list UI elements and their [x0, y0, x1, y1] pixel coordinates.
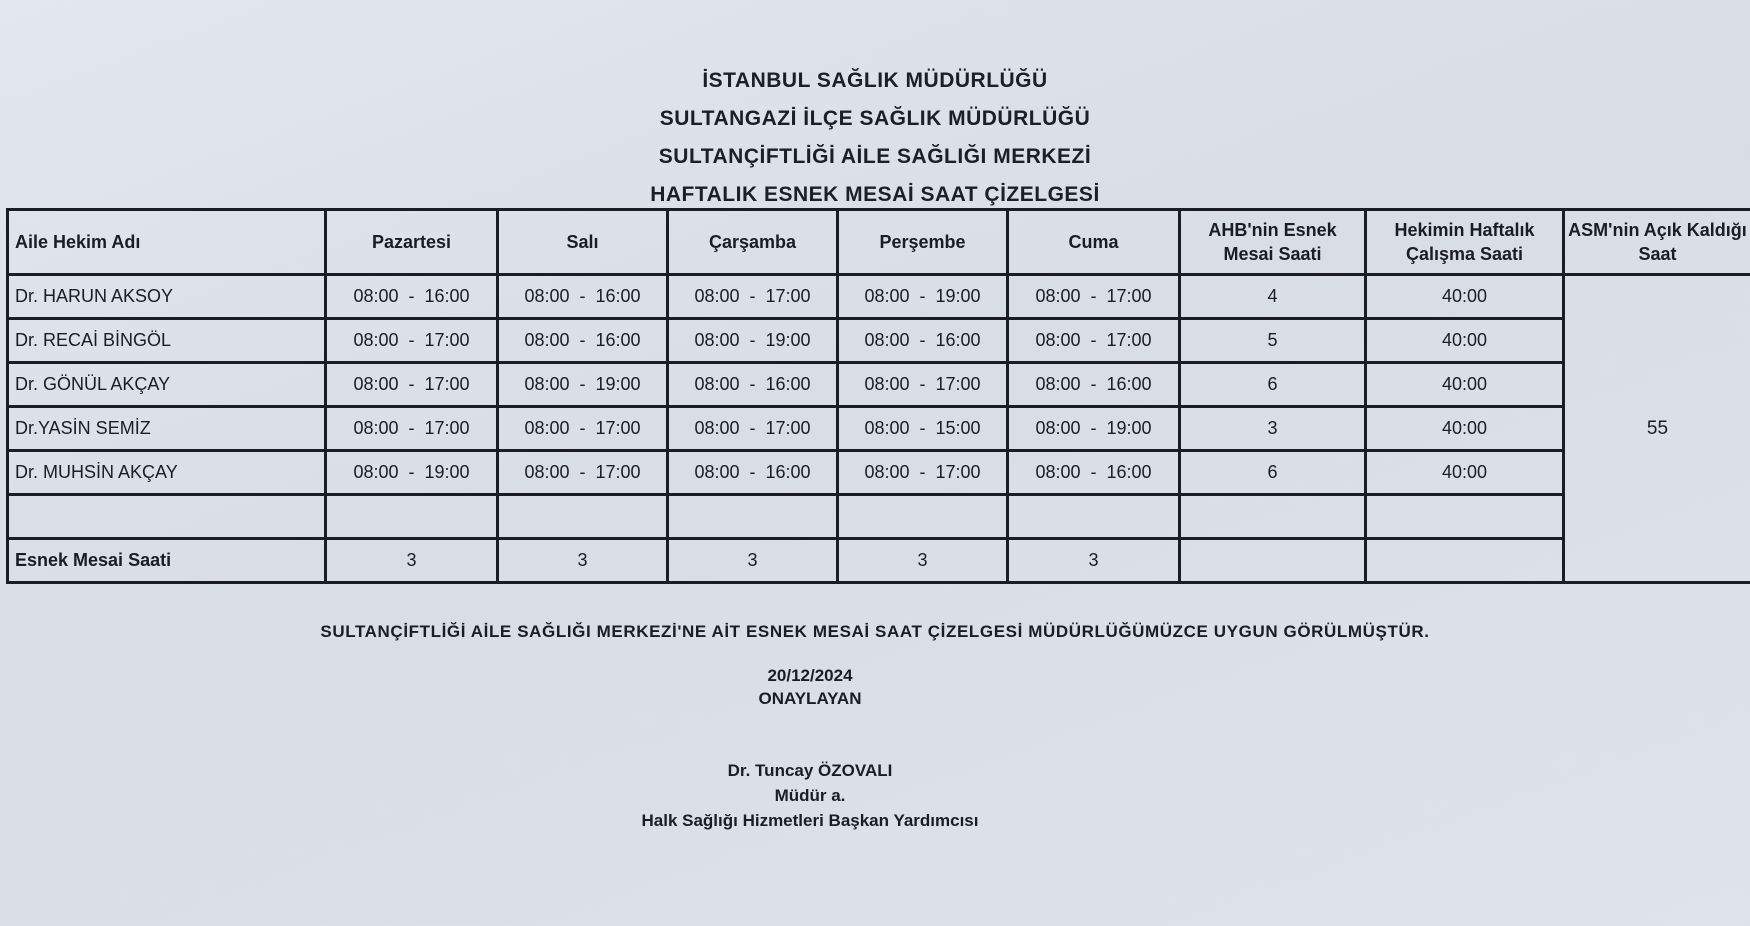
schedule-table [6, 208, 1750, 584]
empty-cell [668, 495, 838, 539]
empty-cell [326, 495, 498, 539]
tuesday-hours-cell: 08:00 - 19:00 [498, 363, 668, 407]
signer-name: Dr. Tuncay ÖZOVALI [727, 761, 893, 780]
column-header-tuesday: Salı [498, 210, 668, 275]
doctor-name-cell: Dr. MUHSİN AKÇAY [8, 451, 326, 495]
doctor-name-cell: Dr.YASİN SEMİZ [8, 407, 326, 451]
table-row [8, 363, 1750, 407]
tuesday-hours-cell: 08:00 - 17:00 [498, 407, 668, 451]
signer-role: Halk Sağlığı Hizmetleri Başkan Yardımcısı [641, 811, 979, 830]
tuesday-hours-cell: 08:00 - 16:00 [498, 319, 668, 363]
friday-flex-total-cell: 3 [1008, 539, 1180, 583]
ahb-flex-hours-cell: 6 [1180, 451, 1366, 495]
header-line-district: SULTANGAZİ İLÇE SAĞLIK MÜDÜRLÜĞÜ [659, 107, 1091, 130]
weekly-hours-cell: 40:00 [1366, 275, 1564, 319]
weekly-hours-cell: 40:00 [1366, 363, 1564, 407]
thursday-hours-cell: 08:00 - 15:00 [838, 407, 1008, 451]
wednesday-hours-cell: 08:00 - 19:00 [668, 319, 838, 363]
wednesday-flex-total-cell: 3 [668, 539, 838, 583]
tuesday-flex-total-cell: 3 [498, 539, 668, 583]
empty-cell [1180, 495, 1366, 539]
thursday-flex-total-cell: 3 [838, 539, 1008, 583]
column-header-wednesday: Çarşamba [668, 210, 838, 275]
table-row [8, 451, 1750, 495]
wednesday-hours-cell: 08:00 - 16:00 [668, 363, 838, 407]
friday-hours-cell: 08:00 - 17:00 [1008, 319, 1180, 363]
tuesday-hours-cell: 08:00 - 17:00 [498, 451, 668, 495]
thursday-hours-cell: 08:00 - 16:00 [838, 319, 1008, 363]
ahb-flex-hours-cell: 6 [1180, 363, 1366, 407]
ahb-flex-hours-cell: 4 [1180, 275, 1366, 319]
wednesday-hours-cell: 08:00 - 16:00 [668, 451, 838, 495]
total-row-label: Esnek Mesai Saati [8, 539, 326, 583]
friday-hours-cell: 08:00 - 16:00 [1008, 363, 1180, 407]
empty-cell [8, 495, 326, 539]
empty-cell [1366, 539, 1564, 583]
monday-hours-cell: 08:00 - 17:00 [326, 319, 498, 363]
thursday-hours-cell: 08:00 - 17:00 [838, 451, 1008, 495]
friday-hours-cell: 08:00 - 19:00 [1008, 407, 1180, 451]
column-header-thursday: Perşembe [838, 210, 1008, 275]
thursday-hours-cell: 08:00 - 17:00 [838, 363, 1008, 407]
asm-open-hours-cell: 55 [1564, 275, 1750, 583]
weekly-hours-cell: 40:00 [1366, 407, 1564, 451]
column-header-friday: Cuma [1008, 210, 1180, 275]
table-row [8, 319, 1750, 363]
weekly-hours-cell: 40:00 [1366, 451, 1564, 495]
column-header-asm-open-hours: ASM'nin Açık Kaldığı Saat [1564, 210, 1750, 275]
weekly-hours-cell: 40:00 [1366, 319, 1564, 363]
friday-hours-cell: 08:00 - 16:00 [1008, 451, 1180, 495]
ahb-flex-hours-cell: 3 [1180, 407, 1366, 451]
doctor-name-cell: Dr. RECAİ BİNGÖL [8, 319, 326, 363]
table-row [8, 275, 1750, 319]
document-header [0, 62, 1750, 214]
column-header-weekly-hours: Hekimin Haftalık Çalışma Saati [1366, 210, 1564, 275]
thursday-hours-cell: 08:00 - 19:00 [838, 275, 1008, 319]
doctor-name-cell: Dr. GÖNÜL AKÇAY [8, 363, 326, 407]
ahb-flex-hours-cell: 5 [1180, 319, 1366, 363]
friday-hours-cell: 08:00 - 17:00 [1008, 275, 1180, 319]
wednesday-hours-cell: 08:00 - 17:00 [668, 275, 838, 319]
empty-cell [1180, 539, 1366, 583]
header-line-center: SULTANÇİFTLİĞİ AİLE SAĞLIĞI MERKEZİ [658, 145, 1092, 168]
column-header-ahb-flex-hours: AHB'nin Esnek Mesai Saati [1180, 210, 1366, 275]
monday-hours-cell: 08:00 - 19:00 [326, 451, 498, 495]
column-header-monday: Pazartesi [326, 210, 498, 275]
total-row [8, 539, 1750, 583]
monday-hours-cell: 08:00 - 17:00 [326, 407, 498, 451]
empty-cell [838, 495, 1008, 539]
signature-block [0, 758, 1750, 833]
monday-hours-cell: 08:00 - 16:00 [326, 275, 498, 319]
header-line-province: İSTANBUL SAĞLIK MÜDÜRLÜĞÜ [702, 69, 1048, 92]
wednesday-hours-cell: 08:00 - 17:00 [668, 407, 838, 451]
monday-flex-total-cell: 3 [326, 539, 498, 583]
column-header-name: Aile Hekim Adı [8, 210, 326, 275]
monday-hours-cell: 08:00 - 17:00 [326, 363, 498, 407]
tuesday-hours-cell: 08:00 - 16:00 [498, 275, 668, 319]
approval-section [0, 622, 1750, 710]
approver-label: ONAYLAYAN [758, 689, 862, 708]
empty-cell [1366, 495, 1564, 539]
empty-cell [498, 495, 668, 539]
header-line-title: HAFTALIK ESNEK MESAİ SAAT ÇİZELGESİ [650, 183, 1100, 206]
table-header-row [8, 210, 1750, 275]
signer-title: Müdür a. [774, 786, 846, 805]
approval-date: 20/12/2024 [767, 666, 853, 685]
approval-statement: SULTANÇİFTLİĞİ AİLE SAĞLIĞI MERKEZİ'NE AİT ESNEK MESAİ SAAT ÇİZELGESİ MÜDÜRLÜĞÜMÜZCE UYGUN GÖRÜLMÜŞTÜR. [320, 622, 1430, 641]
schedule-table-container [6, 208, 1750, 584]
empty-table-row [8, 495, 1750, 539]
table-row [8, 407, 1750, 451]
doctor-name-cell: Dr. HARUN AKSOY [8, 275, 326, 319]
empty-cell [1008, 495, 1180, 539]
